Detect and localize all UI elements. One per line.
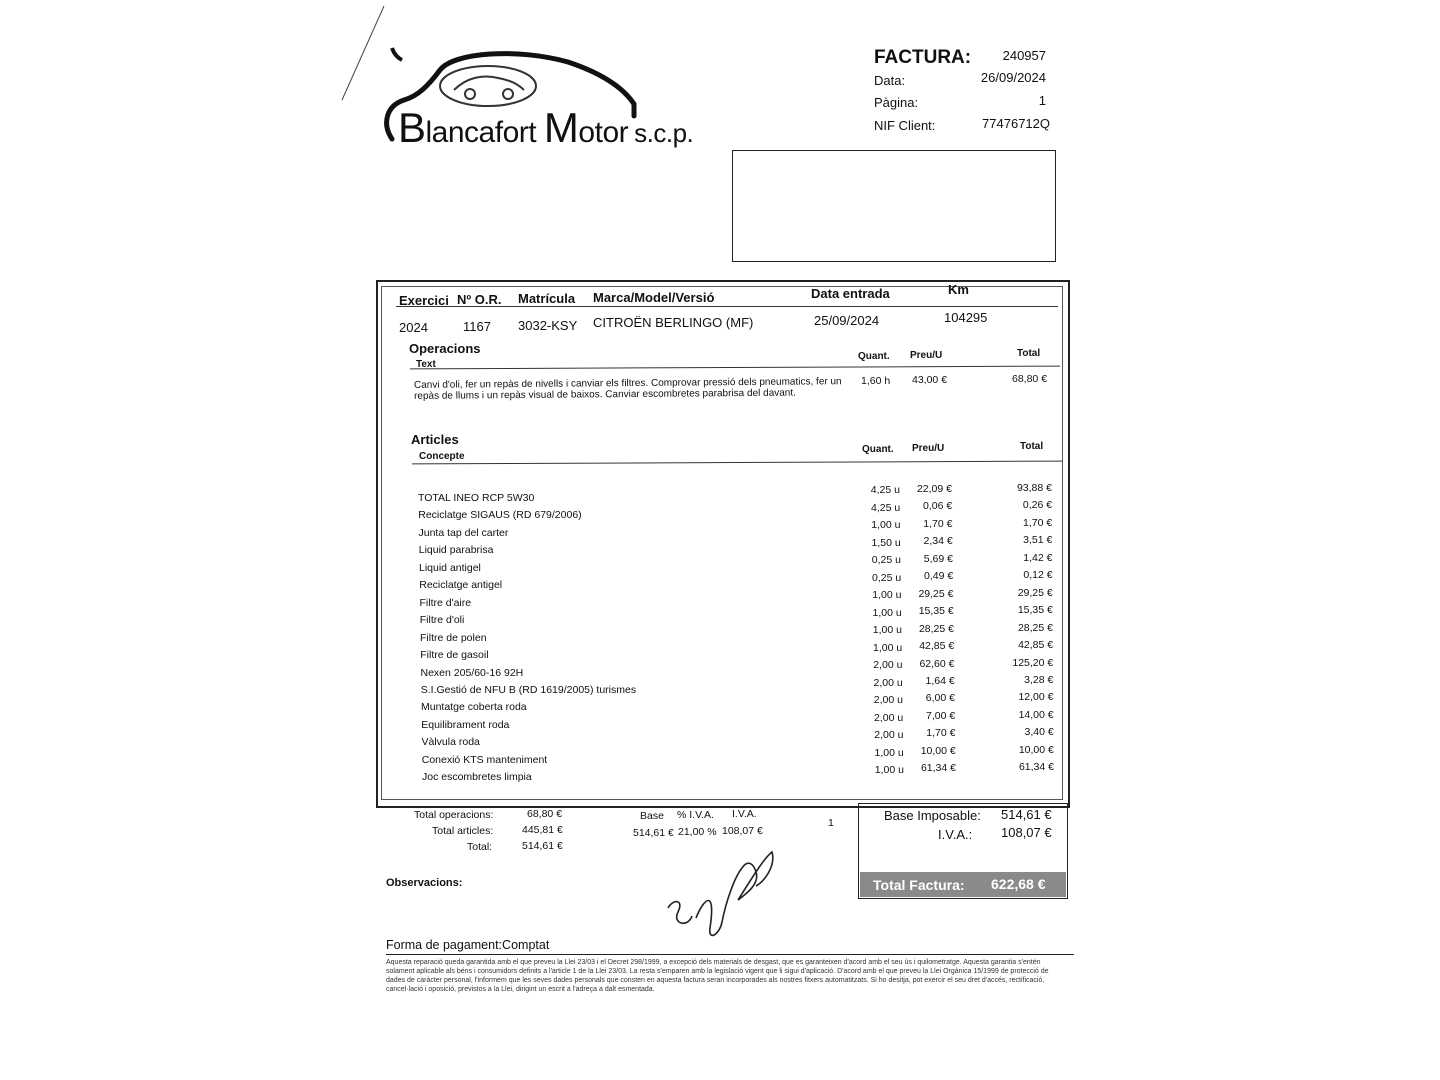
nif-label: NIF Client:	[874, 118, 936, 133]
col-km: Km	[948, 282, 969, 297]
operations-description: Canvi d'oli, fer un repàs de nivells i canviar els filtres. Comprovar pressió dels pneumatics, fer un repàs de llums i un repàs visual de baixos. Canviar escombretes parabrisa del davant.	[413, 376, 842, 402]
article-total: 3,40 €	[1024, 726, 1054, 739]
article-total: 0,12 €	[1023, 569, 1053, 582]
col-or: Nº O.R.	[457, 292, 502, 307]
operations-col-text: Text	[416, 359, 436, 370]
articles-col-concept: Concepte	[419, 451, 465, 462]
vehicle-plate: 3032-KSY	[518, 318, 578, 333]
article-qty: 2,00 u	[873, 694, 903, 706]
total-factura-label: Total Factura:	[873, 877, 965, 893]
total-articles-label: Total articles:	[432, 825, 494, 837]
date-label: Data:	[874, 73, 906, 88]
article-name: S.I.Gestió de NFU B (RD 1619/2005) turismes	[420, 683, 637, 696]
vat-line-number: 1	[828, 817, 834, 829]
total-operations-label: Total operacions:	[414, 809, 494, 821]
vehicle-entry-date: 25/09/2024	[814, 313, 880, 328]
article-total: 3,28 €	[1024, 673, 1054, 686]
invoice-title: FACTURA:	[874, 47, 972, 68]
article-price: 22,09 €	[916, 483, 952, 495]
article-qty: 1,50 u	[871, 536, 901, 549]
operations-price: 43,00 €	[912, 374, 948, 386]
article-price: 15,35 €	[918, 605, 954, 618]
vehicle-or: 1167	[463, 319, 491, 334]
article-total: 42,85 €	[1018, 639, 1054, 652]
article-name: Vàlvula roda	[421, 736, 480, 749]
article-total: 125,20 €	[1012, 656, 1054, 669]
scan-mark	[340, 4, 390, 104]
article-price: 0,49 €	[924, 570, 954, 583]
payment-label: Forma de pagament:	[386, 938, 503, 952]
article-qty: 2,00 u	[874, 729, 904, 741]
article-qty: 2,00 u	[873, 659, 903, 671]
article-total: 0,26 €	[1022, 499, 1053, 512]
article-total: 1,70 €	[1023, 516, 1053, 529]
page-label: Pàgina:	[874, 95, 919, 110]
total-value: 514,61 €	[522, 840, 563, 852]
articles-col-price: Preu/U	[912, 443, 945, 454]
total-label: Total:	[467, 841, 493, 853]
article-name: Liquid antigel	[419, 561, 481, 574]
observations-label: Observacions:	[386, 877, 463, 889]
company-name: Blancafort Motor s.c.p.	[398, 104, 694, 151]
nif-value: 77476712Q	[982, 116, 1050, 131]
iva-value: 108,07 €	[1001, 825, 1052, 840]
payment-value: Comptat	[502, 938, 550, 952]
col-exercici: Exercici	[399, 293, 449, 308]
total-factura-value: 622,68 €	[991, 876, 1046, 892]
article-total: 12,00 €	[1018, 691, 1054, 704]
vehicle-year: 2024	[399, 320, 428, 335]
article-name: Junta tap del carter	[418, 526, 509, 539]
article-price: 1,70 €	[926, 727, 956, 740]
article-total: 61,34 €	[1018, 761, 1054, 774]
article-total: 14,00 €	[1018, 708, 1054, 721]
article-name: Nexen 205/60-16 92H	[420, 666, 524, 679]
articles-title: Articles	[411, 432, 459, 447]
vat-pct: 21,00 %	[678, 826, 717, 838]
base-imposable-label: Base Imposable:	[884, 808, 981, 823]
article-qty: 4,25 u	[870, 484, 900, 496]
article-qty: 2,00 u	[874, 711, 904, 724]
article-qty: 1,00 u	[872, 606, 902, 619]
article-name: Liquid parabrisa	[418, 544, 494, 557]
article-price: 29,25 €	[918, 587, 954, 600]
article-price: 62,60 €	[919, 657, 955, 670]
operations-total: 68,80 €	[1012, 373, 1048, 385]
operations-col-price: Preu/U	[910, 350, 943, 361]
articles-col-total: Total	[1020, 441, 1044, 452]
article-price: 0,06 €	[923, 500, 953, 513]
article-name: Joc escombretes limpia	[422, 771, 532, 784]
article-total: 28,25 €	[1017, 621, 1053, 634]
company-suffix: s.c.p.	[634, 118, 694, 148]
base-imposable-value: 514,61 €	[1001, 807, 1052, 822]
vehicle-model: CITROËN BERLINGO (MF)	[593, 315, 754, 330]
article-total: 15,35 €	[1017, 604, 1053, 617]
article-price: 5,69 €	[923, 552, 953, 565]
vat-col-pct: % I.V.A.	[677, 809, 714, 821]
footer-rule	[386, 954, 1074, 955]
article-price: 10,00 €	[920, 744, 956, 757]
vehicle-km: 104295	[944, 310, 988, 325]
vat-col-base: Base	[640, 810, 664, 822]
article-name: Reciclatge SIGAUS (RD 679/2006)	[418, 509, 582, 522]
article-qty: 1,00 u	[872, 589, 902, 601]
article-name: Filtre d'aire	[419, 596, 472, 609]
col-model: Marca/Model/Versió	[593, 290, 715, 305]
article-total: 3,51 €	[1023, 534, 1053, 547]
signature-image	[660, 838, 800, 948]
article-total: 1,42 €	[1023, 551, 1053, 564]
invoice-date: 26/09/2024	[980, 70, 1046, 85]
invoice-number: 240957	[1002, 48, 1046, 63]
client-address-box	[732, 150, 1056, 262]
col-entry-date: Data entrada	[811, 286, 890, 301]
article-name: Muntatge coberta roda	[421, 701, 527, 714]
article-qty: 4,25 u	[871, 501, 901, 514]
operations-col-qty: Quant.	[858, 351, 890, 362]
article-name: Conexió KTS manteniment	[421, 753, 548, 766]
article-qty: 1,00 u	[872, 624, 902, 636]
article-price: 28,25 €	[918, 622, 954, 635]
article-qty: 1,00 u	[871, 519, 901, 531]
article-price: 61,34 €	[920, 762, 956, 775]
vat-base: 514,61 €	[633, 827, 674, 839]
article-name: Filtre de polen	[420, 631, 487, 644]
legal-footer: Aquesta reparació queda garantida amb el que preveu la Llei 23/03 i el Decret 298/1999, a excepció dels materials de desgast, que es garanteixen d'acord amb el seu ús i quilometratge. Aquesta garantia s'entén solament aplicable als béns i consumidors definits a l'article 1 de la Llei 23/03. La resta s'emparen amb la legislació vigent que li sigui d'aplicació. D'acord amb el que preveu la Llei Orgànica 15/1999 de protecció de dades de caràcter personal, l'informem que les seves dades personals que consten en aquesta factura seran incorporades als nostres fitxers automatitzats. Si ho desitja, pot exercir el seu dret d'accés, rectificació, cancel·lació i oposició, previstos a la Llei, dirigint un escrit a l'adreça a dalt esmentada.	[386, 959, 1049, 993]
article-price: 7,00 €	[926, 709, 956, 722]
article-qty: 2,00 u	[873, 676, 903, 689]
page-number: 1	[1038, 93, 1046, 108]
articles-col-qty: Quant.	[862, 444, 894, 455]
article-qty: 0,25 u	[871, 554, 901, 566]
article-name: Reciclatge antigel	[419, 579, 503, 592]
article-total: 10,00 €	[1018, 743, 1054, 756]
vat-amount: 108,07 €	[722, 825, 763, 837]
article-qty: 1,00 u	[873, 641, 903, 654]
article-price: 6,00 €	[925, 692, 955, 705]
total-articles-value: 445,81 €	[522, 824, 563, 836]
article-price: 42,85 €	[919, 640, 955, 653]
article-qty: 1,00 u	[874, 764, 904, 776]
article-name: TOTAL INEO RCP 5W30	[418, 492, 535, 504]
article-price: 2,34 €	[923, 535, 953, 548]
article-qty: 0,25 u	[872, 571, 902, 584]
header-rule	[396, 306, 1058, 307]
operations-col-total: Total	[1017, 348, 1041, 359]
col-plate: Matrícula	[518, 291, 576, 306]
total-operations-value: 68,80 €	[527, 808, 563, 820]
payment-line	[386, 938, 549, 952]
article-name: Equilibrament roda	[421, 718, 510, 731]
article-total: 93,88 €	[1016, 482, 1052, 494]
article-name: Filtre de gasoil	[420, 649, 489, 662]
vat-col-amount: I.V.A.	[732, 808, 757, 820]
article-name: Filtre d'oli	[419, 614, 465, 627]
article-qty: 1,00 u	[874, 746, 904, 759]
article-price: 1,64 €	[925, 674, 955, 687]
article-price: 1,70 €	[923, 517, 953, 530]
operations-qty: 1,60 h	[861, 375, 891, 387]
operations-title: Operacions	[409, 341, 481, 356]
article-total: 29,25 €	[1017, 586, 1053, 599]
iva-label: I.V.A.:	[938, 827, 973, 842]
